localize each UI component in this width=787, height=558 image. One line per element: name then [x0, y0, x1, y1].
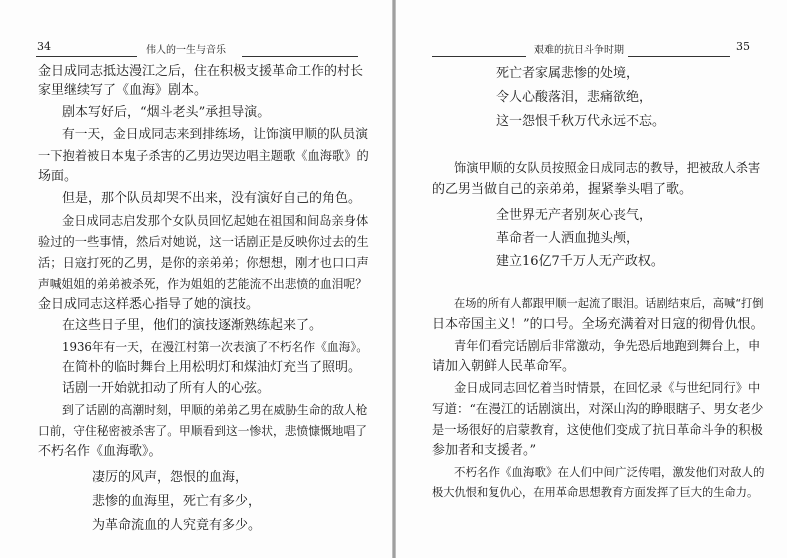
left-verse-3: 为革命流血的人究竟有多少。: [92, 518, 262, 533]
right-para2-line-6: 写道：“在漫江的话剧演出，对深山沟的睁眼瞎子、男女老少: [432, 401, 764, 416]
right-page-header: [396, 40, 787, 56]
left-line-14: 1936年有一天，在漫江村第一次表演了不朽名作《血海》。: [62, 340, 369, 354]
left-line-19: 不朽名作《血海歌》。: [38, 444, 162, 459]
left-line-18: 口前，守住秘密被杀害了。甲顺看到这一惨状，悲愤慷慨地唱了: [38, 424, 367, 438]
left-line-5: 一下抱着被日本鬼子杀害的乙男边哭边唱主题歌《血海歌》的: [38, 149, 369, 163]
header-rule-right-b: [628, 56, 730, 57]
page-number-left: 34: [37, 40, 51, 53]
left-line-10: 活；日寇打死的乙男，是你的亲弟弟；你想想，刚才也口口声: [38, 256, 369, 270]
left-line-6: 场面。: [38, 169, 78, 184]
right-para2-line-5: 金日成同志回忆着当时情景，在回忆录《与世纪同行》中: [454, 381, 761, 395]
left-page-header: [0, 40, 392, 56]
left-verse-1: 凄厉的风声，怨恨的血海，: [92, 470, 249, 485]
right-para2-line-3: 青年们看完话剧后非常激动，争先恐后地跑到舞台上，申: [454, 339, 761, 353]
page-number-right: 35: [736, 40, 750, 53]
left-line-2: 家里继续写了《血海》剧本。: [38, 83, 208, 98]
right-para1-line-1: 饰演甲顺的女队员按照金日成同志的教导，把被敌人杀害: [454, 161, 761, 175]
right-para2-line-2: 日本帝国主义！”的口号。全场充满着对日寇的彻骨仇恨。: [432, 317, 764, 332]
right-para2-line-7: 是一场很好的启蒙教育，这使他们变成了抗日革命斗争的积极: [432, 423, 763, 437]
left-line-4: 有一天，金日成同志来到排练场，让饰演甲顺的队员演: [62, 127, 368, 142]
right-verse-mid-3: 建立16亿7千万人无产政权。: [496, 254, 664, 269]
left-line-9: 验过的一些事情，然后对她说，这一话剧正是反映你过去的生: [38, 235, 369, 249]
left-page: [0, 0, 392, 558]
left-verse-2: 悲惨的血海里，死亡有多少，: [92, 494, 262, 509]
right-verse-top-1: 死亡者家属悲惨的处境，: [496, 66, 640, 81]
left-line-15: 在简朴的临时舞台上用松明灯和煤油灯充当了照明。: [62, 360, 362, 375]
left-line-8: 金日成同志启发那个女队员回忆起她在祖国和间岛亲身体: [62, 214, 369, 228]
right-para2-line-8: 参加者和支援者。”: [432, 443, 537, 458]
left-line-17: 到了话剧的高潮时刻，甲顺的弟弟乙男在威胁生命的敌人枪: [62, 403, 368, 417]
right-verse-top-2: 令人心酸落泪，悲痛欲绝，: [496, 90, 653, 105]
right-para2-line-1: 在场的所有人都跟甲顺一起流了眼泪。话剧结束后，高喊“打倒: [454, 297, 764, 310]
right-para2-line-9: 不朽名作《血海歌》在人们中间广泛传唱，激发他们对敌人的: [454, 465, 765, 479]
right-para2-line-4: 请加入朝鲜人民革命军。: [432, 359, 576, 374]
left-line-1: 金日成同志抵达漫江之后，住在积极支援革命工作的村长: [38, 64, 364, 79]
left-line-12: 金日成同志这样悉心指导了她的演技。: [38, 297, 260, 312]
right-para1-line-2: 的乙男当做自己的亲弟弟，握紧拳头唱了歌。: [432, 182, 693, 197]
header-rule-left-a: [36, 56, 137, 57]
running-title-left: 伟人的一生与音乐: [146, 45, 226, 56]
right-verse-mid-1: 全世界无产者别灰心丧气，: [496, 208, 653, 223]
left-line-16: 话剧一开始就扣动了所有人的心弦。: [62, 381, 271, 396]
running-title-right: 艰难的抗日斗争时期: [534, 45, 624, 56]
right-verse-mid-2: 革命者一人洒血抛头颅，: [496, 231, 640, 246]
right-para2-line-10: 极大仇恨和复仇心，在用革命思想教育方面发挥了巨大的生命力。: [432, 486, 759, 499]
right-page: [396, 0, 787, 558]
left-line-13: 在这些日子里，他们的演技逐渐熟练起来了。: [62, 318, 323, 333]
header-rule-left-b: [242, 56, 358, 57]
header-rule-right-a: [432, 56, 526, 57]
left-line-11: 声喊姐姐的弟弟被杀死，作为姐姐的艺能流不出悲愤的血泪呢？: [38, 277, 367, 291]
right-verse-top-3: 这一怨恨千秋万代永远不忘。: [496, 114, 666, 129]
left-line-3: 剧本写好后，“烟斗老头”承担导演。: [62, 105, 271, 120]
left-line-7: 但是，那个队员却哭不出来，没有演好自己的角色。: [62, 191, 362, 206]
